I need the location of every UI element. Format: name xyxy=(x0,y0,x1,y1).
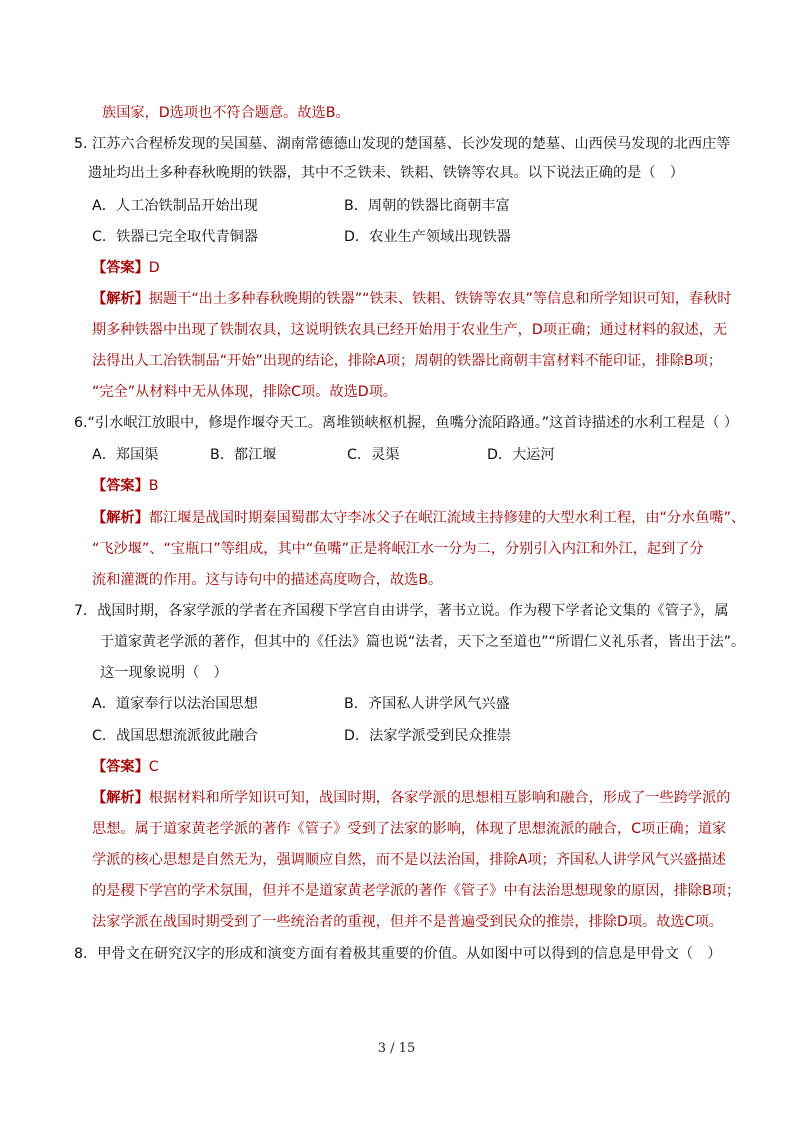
q6-analysis-line-1: 【解析】都江堰是战国时期秦国蜀郡太守李冰父子在岷江流域主持修建的大型水利工程，由“分水鱼嘴”、 xyxy=(92,510,746,526)
q7-analysis-line-1: 【解析】根据材料和所学知识可知，战国时期，各家学派的思想相互影响和融合，形成了一些跨学派的 xyxy=(92,790,731,806)
q7-answer xyxy=(92,757,159,777)
q5-option-d: D．农业生产领域出现铁器 xyxy=(344,229,511,245)
page-number: 3 / 15 xyxy=(377,1041,416,1056)
answer-value: B xyxy=(148,478,159,494)
q5-option-c: C．铁器已完全取代青铜器 xyxy=(92,229,258,245)
q6-stem: 6.“引水岷江放眼中，修堤作堰夺天工。离堆锁峡枢机握，鱼嘴分流陌路通。”这首诗描述的水利工程是（ ） xyxy=(74,415,739,431)
analysis-label: 【解析】 xyxy=(92,790,149,806)
analysis-label: 【解析】 xyxy=(92,291,149,307)
answer-label: 【答案】 xyxy=(92,260,149,276)
q5-analysis-line-3: 法得出人工冶铁制品“开始”出现的结论，排除A项；周朝的铁器比商朝丰富材料不能印证，排除B项； xyxy=(92,353,723,369)
previous-analysis-tail: 族国家，D选项也不符合题意。故选B。 xyxy=(102,105,350,121)
q5-stem-line-2: 遗址均出土多种春秋晚期的铁器，其中不乏铁耒、铁耜、铁锛等农具。以下说法正确的是（ ） xyxy=(88,165,684,181)
q7-stem-line-2: 于道家黄老学派的著作，但其中的《任法》篇也说“法者，天下之至道也”“所谓仁义礼乐者，皆出于法”。 xyxy=(100,634,746,650)
q6-option-a: A．郑国渠 xyxy=(92,447,159,463)
q7-analysis-line-3: 学派的核心思想是自然无为，强调顺应自然，而不是以法治国，排除A项；齐国私人讲学风气兴盛描述 xyxy=(92,852,726,868)
q5-option-b: B．周朝的铁器比商朝丰富 xyxy=(344,198,510,214)
answer-value: C xyxy=(148,759,159,775)
q5-analysis-line-4: “完全”从材料中无从体现，排除C项。故选D项。 xyxy=(92,384,398,400)
q7-analysis-line-5: 法家学派在战国时期受到了一些统治者的重视，但并不是普遍受到民众的推崇，排除D项。故选C项。 xyxy=(92,914,723,930)
q7-stem-line-1: 7．战国时期，各家学派的学者在齐国稷下学宫自由讲学，著书立说。作为稷下学者论文集的《管子》，属 xyxy=(74,603,729,619)
q5-analysis-line-1: 【解析】据题干“出土多种春秋晚期的铁器”“铁耒、铁耜、铁锛等农具”等信息和所学知识可知，春秋时 xyxy=(92,291,732,307)
q5-option-a: A．人工冶铁制品开始出现 xyxy=(92,198,258,214)
q7-analysis-line-4: 的是稷下学宫的学术氛围，但并不是道家黄老学派的著作《管子》中有法治思想现象的原因，排除B项； xyxy=(92,883,741,899)
q8-stem: 8．甲骨文在研究汉字的形成和演变方面有着极其重要的价值。从如图中可以得到的信息是甲骨文（ ） xyxy=(74,946,722,962)
q7-stem-line-3: 这一现象说明（ ） xyxy=(100,665,228,681)
q5-stem-line-1: 5. 江苏六合程桥发现的吴国墓、湖南常德德山发现的楚国墓、长沙发现的楚墓、山西侯马发现的北西庄等 xyxy=(74,136,731,152)
q7-option-b: B．齐国私人讲学风气兴盛 xyxy=(344,696,510,712)
q6-analysis-line-3: 流和灌溉的作用。这与诗句中的描述高度吻合，故选B。 xyxy=(92,572,443,588)
q7-option-d: D．法家学派受到民众推崇 xyxy=(344,728,511,744)
q5-analysis-line-2: 期多种铁器中出现了铁制农具，这说明铁农具已经开始用于农业生产，D项正确；通过材料的叙述，无 xyxy=(92,322,728,338)
q6-analysis-line-2: “飞沙堰”、“宝瓶口”等组成，其中“鱼嘴”正是将岷江水一分为二，分别引入内江和外江，起到了分 xyxy=(92,541,704,557)
q6-option-d: D．大运河 xyxy=(487,447,555,463)
answer-label: 【答案】 xyxy=(92,759,149,775)
answer-value: D xyxy=(148,260,160,276)
q7-option-a: A．道家奉行以法治国思想 xyxy=(92,696,258,712)
q5-answer xyxy=(92,258,160,278)
q7-option-c: C．战国思想流派彼此融合 xyxy=(92,728,258,744)
answer-label: 【答案】 xyxy=(92,478,149,494)
q7-analysis-line-2: 思想。属于道家黄老学派的著作《管子》受到了法家的影响，体现了思想流派的融合，C项正确；道家 xyxy=(92,821,727,837)
analysis-label: 【解析】 xyxy=(92,510,149,526)
q6-answer xyxy=(92,476,159,496)
q6-option-b: B．都江堰 xyxy=(210,447,277,463)
q6-option-c: C．灵渠 xyxy=(347,447,400,463)
